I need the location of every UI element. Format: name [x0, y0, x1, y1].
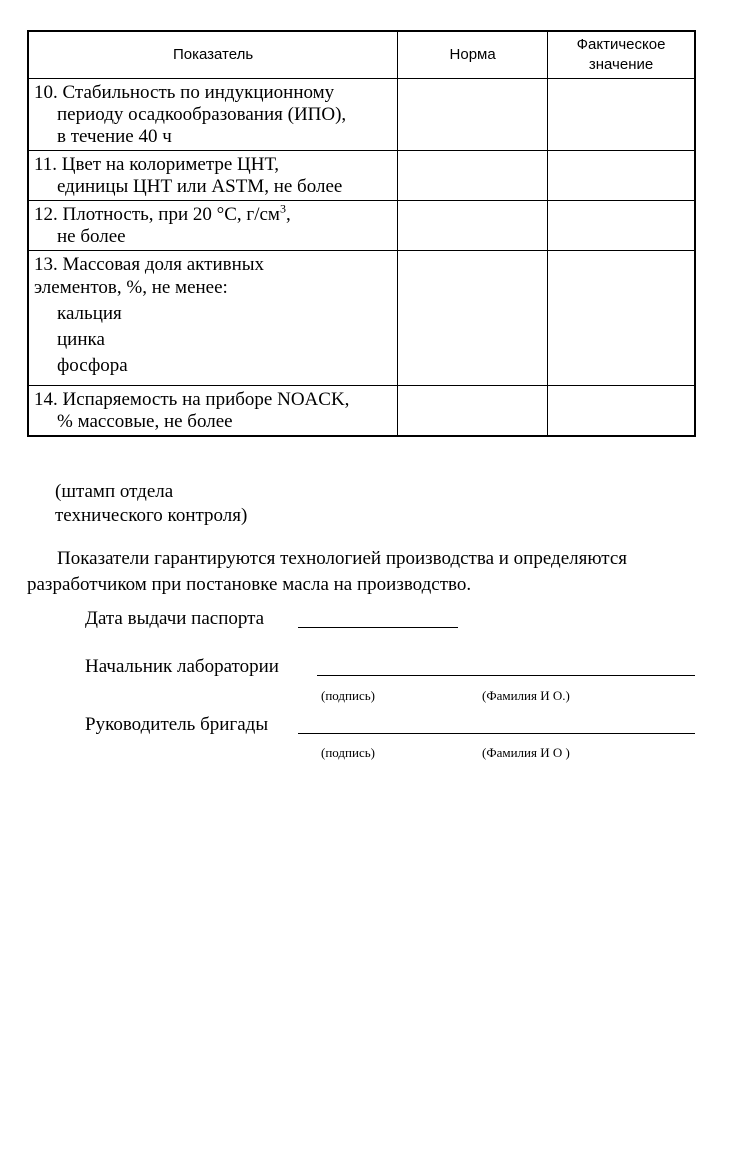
row12-actual [548, 201, 695, 251]
stamp-line1: (штамп отдела [55, 481, 174, 502]
row12-norm [398, 201, 548, 251]
row14-line1: 14. Испаряемость на приборе NOACK, [34, 389, 350, 410]
row10-line1: 10. Стабильность по индукционному [34, 82, 335, 103]
row12-line2: не более [57, 226, 126, 247]
row10-indicator [28, 79, 398, 151]
row13-calcium: кальция [57, 303, 122, 324]
row14-norm [398, 386, 548, 437]
row14-indicator [28, 386, 398, 437]
header-actual [548, 31, 695, 79]
stamp-line2: технического контроля) [55, 505, 248, 526]
row13-line1: 13. Массовая доля активных [34, 254, 265, 275]
row11-line2: единицы ЦНТ или ASTM, не более [57, 176, 343, 197]
header-indicator: Показатель [28, 31, 398, 79]
note-line2: разработчиком при постановке масла на производство. [27, 574, 472, 595]
leader-signature-caption: (подпись) [321, 745, 375, 760]
passport-table [27, 30, 696, 437]
header-actual-line2: значение [588, 56, 654, 73]
row12-superscript: 3 [279, 201, 286, 216]
table-row [28, 386, 695, 437]
head-signature-caption: (подпись) [321, 688, 375, 703]
row10-norm [398, 79, 548, 151]
leader-name-caption: (Фамилия И О ) [482, 745, 570, 760]
table-row [28, 79, 695, 151]
row13-phosphorus: фосфора [57, 355, 128, 376]
leader-label: Руководитель бригады [85, 714, 269, 735]
row10-actual [548, 79, 695, 151]
row13-actual [548, 251, 695, 386]
row14-line2: % массовые, не более [57, 411, 233, 432]
row11-line1: 11. Цвет на колориметре ЦНТ, [34, 154, 279, 175]
table-header-row [28, 31, 695, 79]
row14-actual [548, 386, 695, 437]
row12-indicator [28, 201, 398, 251]
header-actual-line1: Фактическое [576, 36, 666, 53]
row11-indicator [28, 151, 398, 201]
row11-actual [548, 151, 695, 201]
row13-line2: элементов, %, не менее: [34, 277, 228, 298]
head-underline[interactable] [317, 675, 695, 676]
row13-indicator [28, 251, 398, 386]
table-row [28, 251, 695, 386]
row11-norm [398, 151, 548, 201]
row12-line1-text: 12. Плотность, при 20 °С, г/см [34, 204, 280, 225]
table-row [28, 151, 695, 201]
head-name-caption: (Фамилия И О.) [482, 688, 570, 703]
table-row [28, 201, 695, 251]
row13-norm [398, 251, 548, 386]
note-line1: Показатели гарантируются технологией производства и определяются [57, 548, 628, 569]
row10-line3: в течение 40 ч [57, 126, 172, 147]
head-label: Начальник лаборатории [85, 656, 279, 677]
date-underline[interactable] [298, 627, 458, 628]
row12-line1 [34, 201, 393, 226]
row10-line2: периоду осадкообразования (ИПО), [57, 104, 347, 125]
row12-line1-suffix: , [285, 204, 291, 225]
date-label: Дата выдачи паспорта [85, 608, 265, 629]
leader-underline[interactable] [298, 733, 695, 734]
row13-zinc: цинка [57, 329, 105, 350]
header-norm: Норма [398, 31, 548, 79]
